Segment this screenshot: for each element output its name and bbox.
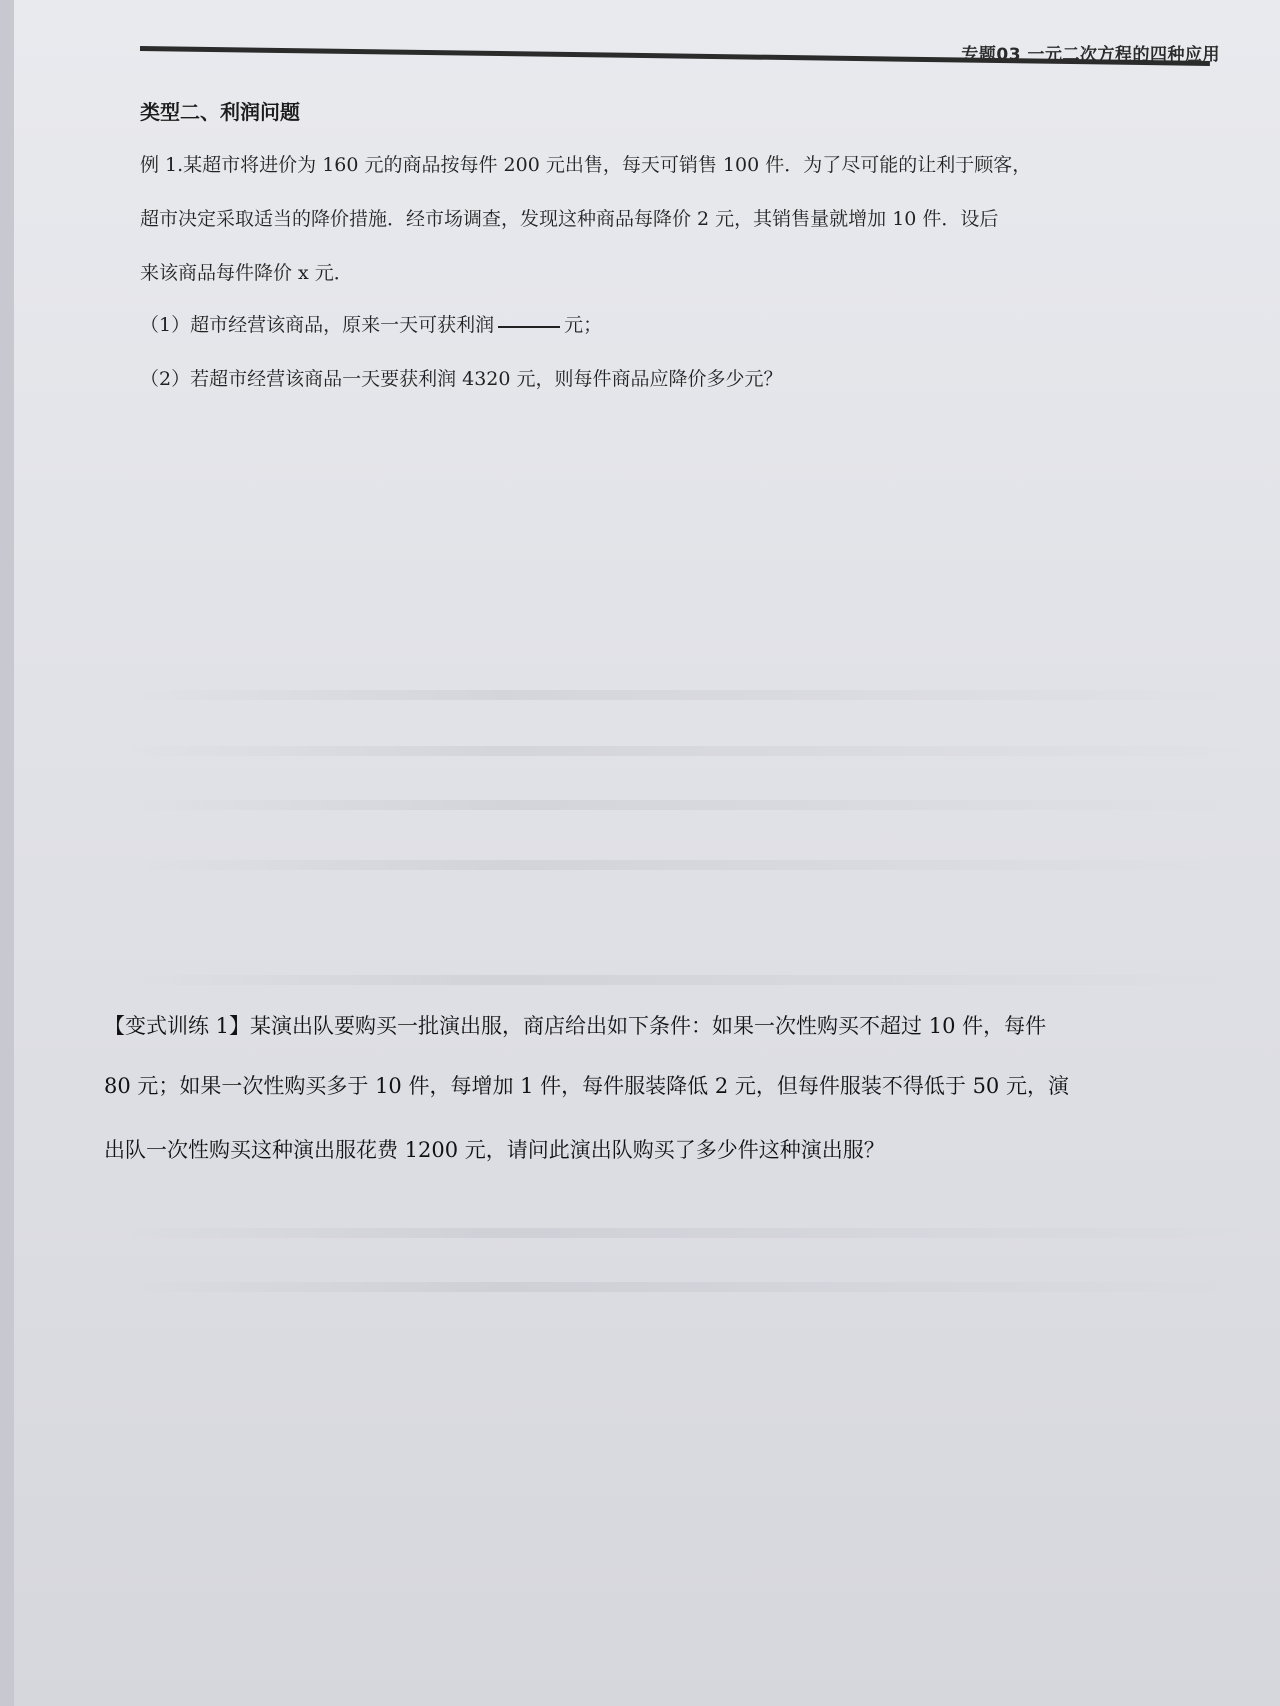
- variant1-line2: 80 元；如果一次性购买多于 10 件，每增加 1 件，每件服装降低 2 元，但每件服装不得低于 50 元，演: [104, 1074, 1069, 1098]
- bleed-through-line: [125, 975, 1255, 985]
- answer-blank[interactable]: [498, 325, 560, 328]
- bleed-through-line: [125, 1282, 1255, 1292]
- bleed-through-line: [125, 800, 1255, 810]
- bleed-through-line: [125, 860, 1255, 870]
- bleed-through-line: [125, 690, 1255, 700]
- example1-line3: 来该商品每件降价 x 元．: [140, 262, 353, 284]
- example1-line2: 超市决定采取适当的降价措施．经市场调查，发现这种商品每降价 2 元，其销售量就增加 10 件．设后: [140, 208, 999, 230]
- section-heading: 类型二、利润问题: [140, 100, 300, 124]
- example1-line1: 例 1.某超市将进价为 160 元的商品按每件 200 元出售，每天可销售 100 件．为了尽可能的让利于顾客，: [140, 154, 1032, 176]
- question1-prefix: （1）超市经营该商品，原来一天可获利润: [140, 314, 495, 336]
- variant1-line3: 出队一次性购买这种演出服花费 1200 元，请问此演出队购买了多少件这种演出服？: [104, 1138, 885, 1162]
- question1-suffix: 元；: [564, 314, 603, 336]
- bleed-through-line: [125, 746, 1255, 756]
- bleed-through-line: [125, 1228, 1255, 1238]
- example1-question2: （2）若超市经营该商品一天要获利润 4320 元，则每件商品应降价多少元？: [140, 368, 783, 390]
- example1-question1: [140, 310, 602, 337]
- variant1-line1: 【变式训练 1】某演出队要购买一批演出服，商店给出如下条件：如果一次性购买不超过 10 件，每件: [104, 1014, 1047, 1038]
- page-left-edge: [0, 0, 14, 1706]
- page-header-title: 专题03 一元二次方程的四种应用: [961, 45, 1220, 65]
